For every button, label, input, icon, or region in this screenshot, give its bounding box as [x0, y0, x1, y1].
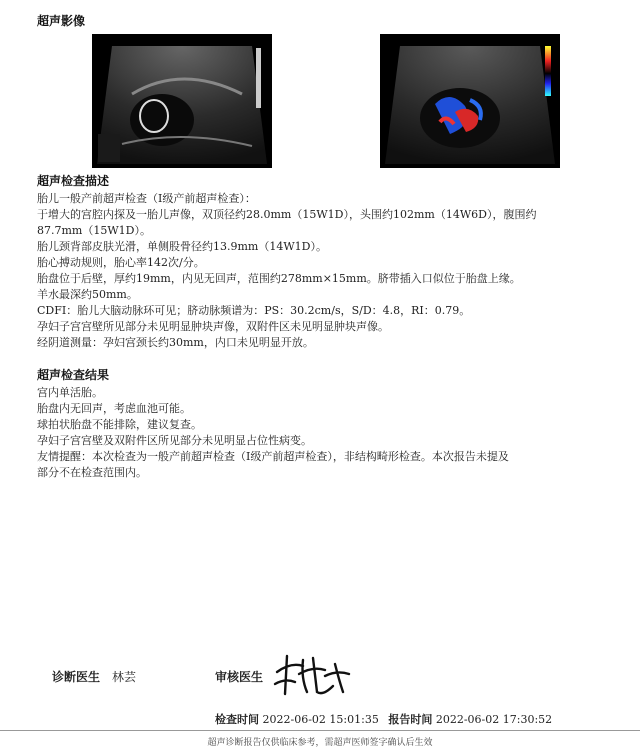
reviewer-signature	[273, 652, 353, 702]
diagnosing-doctor-name: 林芸	[112, 670, 137, 684]
report-notice: 超声诊断报告仅供临床参考，需超声医师签字确认后生效	[207, 738, 433, 748]
result-line: 球拍状胎盘不能排除，建议复查。	[37, 418, 202, 431]
reviewing-doctor-label: 审核医生	[215, 670, 264, 684]
description-line: 经阴道测量：孕妇宫颈长约30mm，内口未见明显开放。	[37, 336, 314, 349]
result-line: 宫内单活胎。	[37, 386, 103, 399]
exam-time-label: 检查时间	[215, 713, 259, 726]
report-time-value: 2022-06-02 17:30:52	[435, 713, 553, 726]
description-line: 胎心搏动规则，胎心率142次/分。	[37, 256, 205, 269]
description-body	[37, 191, 536, 351]
result-line: 孕妇子宫宫壁及双附件区所见部分未见明显占位性病变。	[37, 434, 312, 447]
result-body	[37, 385, 509, 481]
ultrasound-image-2	[380, 34, 560, 168]
result-section-title: 超声检查结果	[37, 368, 110, 382]
description-line: 羊水最深约50mm。	[37, 288, 138, 301]
exam-time-value: 2022-06-02 15:01:35	[262, 713, 379, 726]
description-line: 胎儿一般产前超声检查（I级产前超声检查）：	[37, 192, 256, 205]
footer-divider	[0, 730, 640, 731]
description-line: CDFI：胎儿大脑动脉环可见；脐动脉频谱为：PS：30.2cm/s，S/D：4.8，RI：0.79。	[37, 304, 471, 317]
description-line: 孕妇子宫宫壁所见部分未见明显肿块声像，双附件区未见明显肿块声像。	[37, 320, 389, 333]
result-line: 胎盘内无回声，考虑血池可能。	[37, 402, 191, 415]
description-line: 胎盘位于后壁，厚约19mm，内见无回声，范围约278mm×15mm。脐带插入口似位于胎盘上缘。	[37, 272, 521, 285]
report-time-label: 报告时间	[388, 713, 433, 726]
result-line: 部分不在检查范围内。	[37, 466, 147, 479]
description-line: 87.7mm（15W1D）。	[37, 224, 151, 237]
images-section-title: 超声影像	[37, 14, 86, 28]
timestamps-row	[215, 711, 552, 727]
description-line: 胎儿颈背部皮肤光滑，单侧股骨径约13.9mm（14W1D）。	[37, 240, 327, 253]
ultrasound-image-1	[92, 34, 272, 168]
description-line: 于增大的宫腔内探及一胎儿声像，双顶径约28.0mm（15W1D），头围约102mm（14W6D），腹围约	[37, 208, 537, 221]
diagnosing-doctor-label: 诊断医生	[52, 670, 101, 684]
result-line: 友情提醒：本次检查为一般产前超声检查（I级产前超声检查），非结构畸形检查。本次报告未提及	[37, 450, 509, 463]
description-section-title: 超声检查描述	[37, 174, 110, 188]
